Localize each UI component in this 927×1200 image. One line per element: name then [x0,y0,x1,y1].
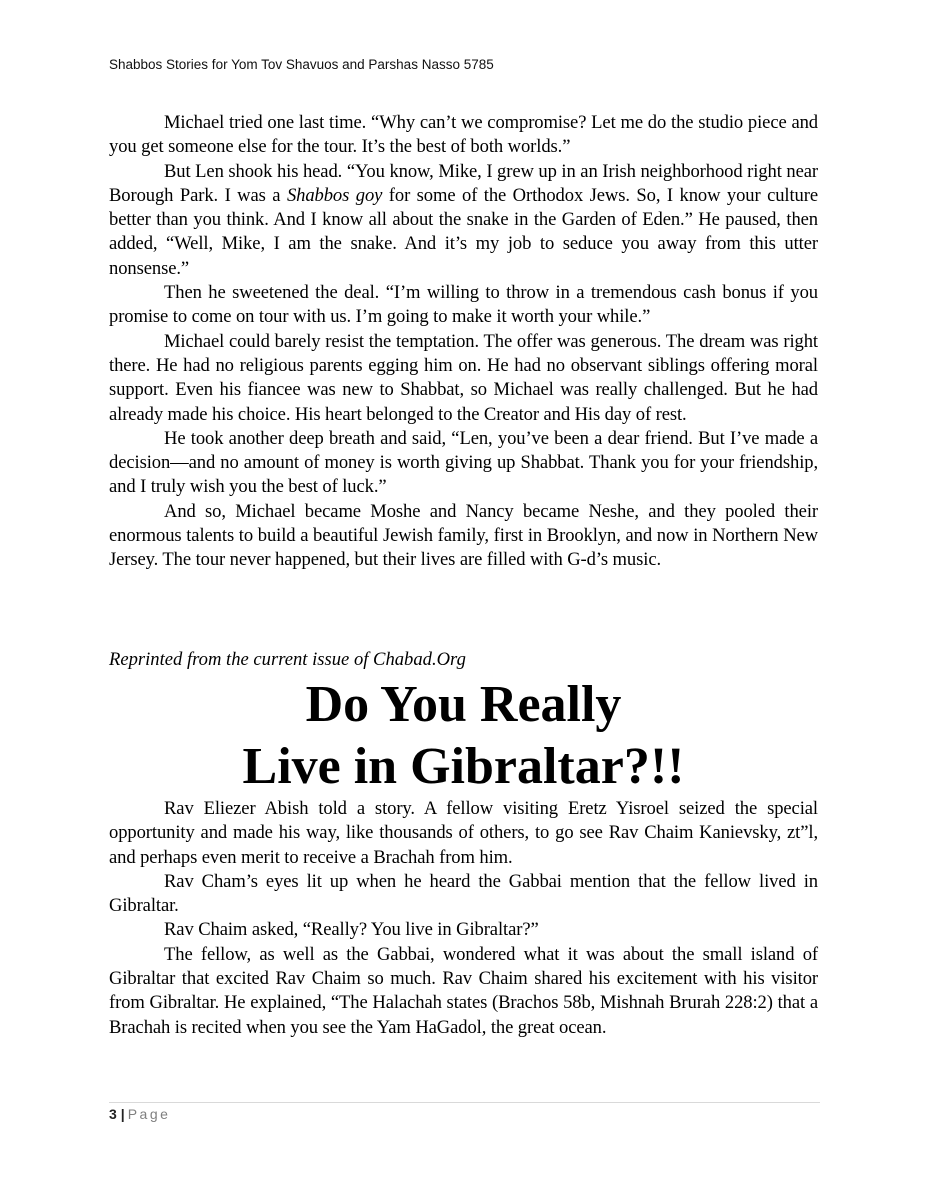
story-body-michael [109,111,818,573]
running-header: Shabbos Stories for Yom Tov Shavuos and Parshas Nasso 5785 [109,57,494,72]
paragraph: Michael could barely resist the temptation. The offer was generous. The dream was right there. He had no religious parents egging him on. He had no observant siblings offering moral support. Even his fiancee was new to Shabbat, so Michael was really challenged. But he had already made his choice. His heart belonged to the Creator and His day of rest. [109,330,818,425]
story-title-line-1: Do You Really [305,676,622,733]
paragraph: Rav Cham’s eyes lit up when he heard the Gabbai mention that the fellow lived in Gibraltar. [109,870,818,917]
page-footer [109,1106,170,1122]
paragraph: Michael tried one last time. “Why can’t we compromise? Let me do the studio piece and you get someone else for the tour. It’s the best of both worlds.” [109,112,818,158]
story-body-gibraltar [109,797,818,1040]
footer-divider [109,1102,820,1103]
footer-separator: | [120,1106,125,1122]
reprint-credit: Reprinted from the current issue of Chabad.Org [109,649,466,670]
paragraph-text: for some of the Orthodox Jews. So, I know your culture better than you think. And I know all about the snake in the Garden of Eden.” He paused, then added, “Well, Mike, I am the snake. And it’s my job to seduce you away from this utter nonsense.” [109,184,818,279]
page-label: Page [127,1106,171,1122]
page-number: 3 [109,1106,117,1122]
story-title [109,674,818,798]
paragraph-text: But Len shook his head. “You know, Mike, I grew up in an Irish neighborhood right near Borough Park. I was a [109,160,818,206]
paragraph: And so, Michael became Moshe and Nancy became Neshe, and they pooled their enormous talents to build a beautiful Jewish family, first in Brooklyn, and now in Northern New Jersey. The tour never happened, but their lives are filled with G-d’s music. [109,500,818,571]
paragraph: Rav Chaim asked, “Really? You live in Gibraltar?” [164,919,539,941]
paragraph: The fellow, as well as the Gabbai, wondered what it was about the small island of Gibraltar that excited Rav Chaim so much. Rav Chaim shared his excitement with his visitor from Gibraltar. He explained, “The Halachah states (Brachos 58b, Mishnah Brurah 228:2) that a Brachah is recited when you see the Yam HaGadol, the great ocean. [109,943,818,1038]
italic-phrase: Shabbos goy [286,184,383,206]
paragraph: Then he sweetened the deal. “I’m willing to throw in a tremendous cash bonus if you promise to come on tour with us. I’m going to make it worth your while.” [109,282,818,328]
paragraph [109,160,818,281]
story-title-line-2: Live in Gibraltar?!! [242,738,685,795]
paragraph: He took another deep breath and said, “Len, you’ve been a dear friend. But I’ve made a decision—and no amount of money is worth giving up Shabbat. Thank you for your friendship, and I truly wish you the best of luck.” [109,427,818,498]
paragraph: Rav Eliezer Abish told a story. A fellow visiting Eretz Yisroel seized the special opportunity and made his way, like thousands of others, to go see Rav Chaim Kanievsky, zt”l, and perhaps even merit to receive a Brachah from him. [109,798,818,868]
